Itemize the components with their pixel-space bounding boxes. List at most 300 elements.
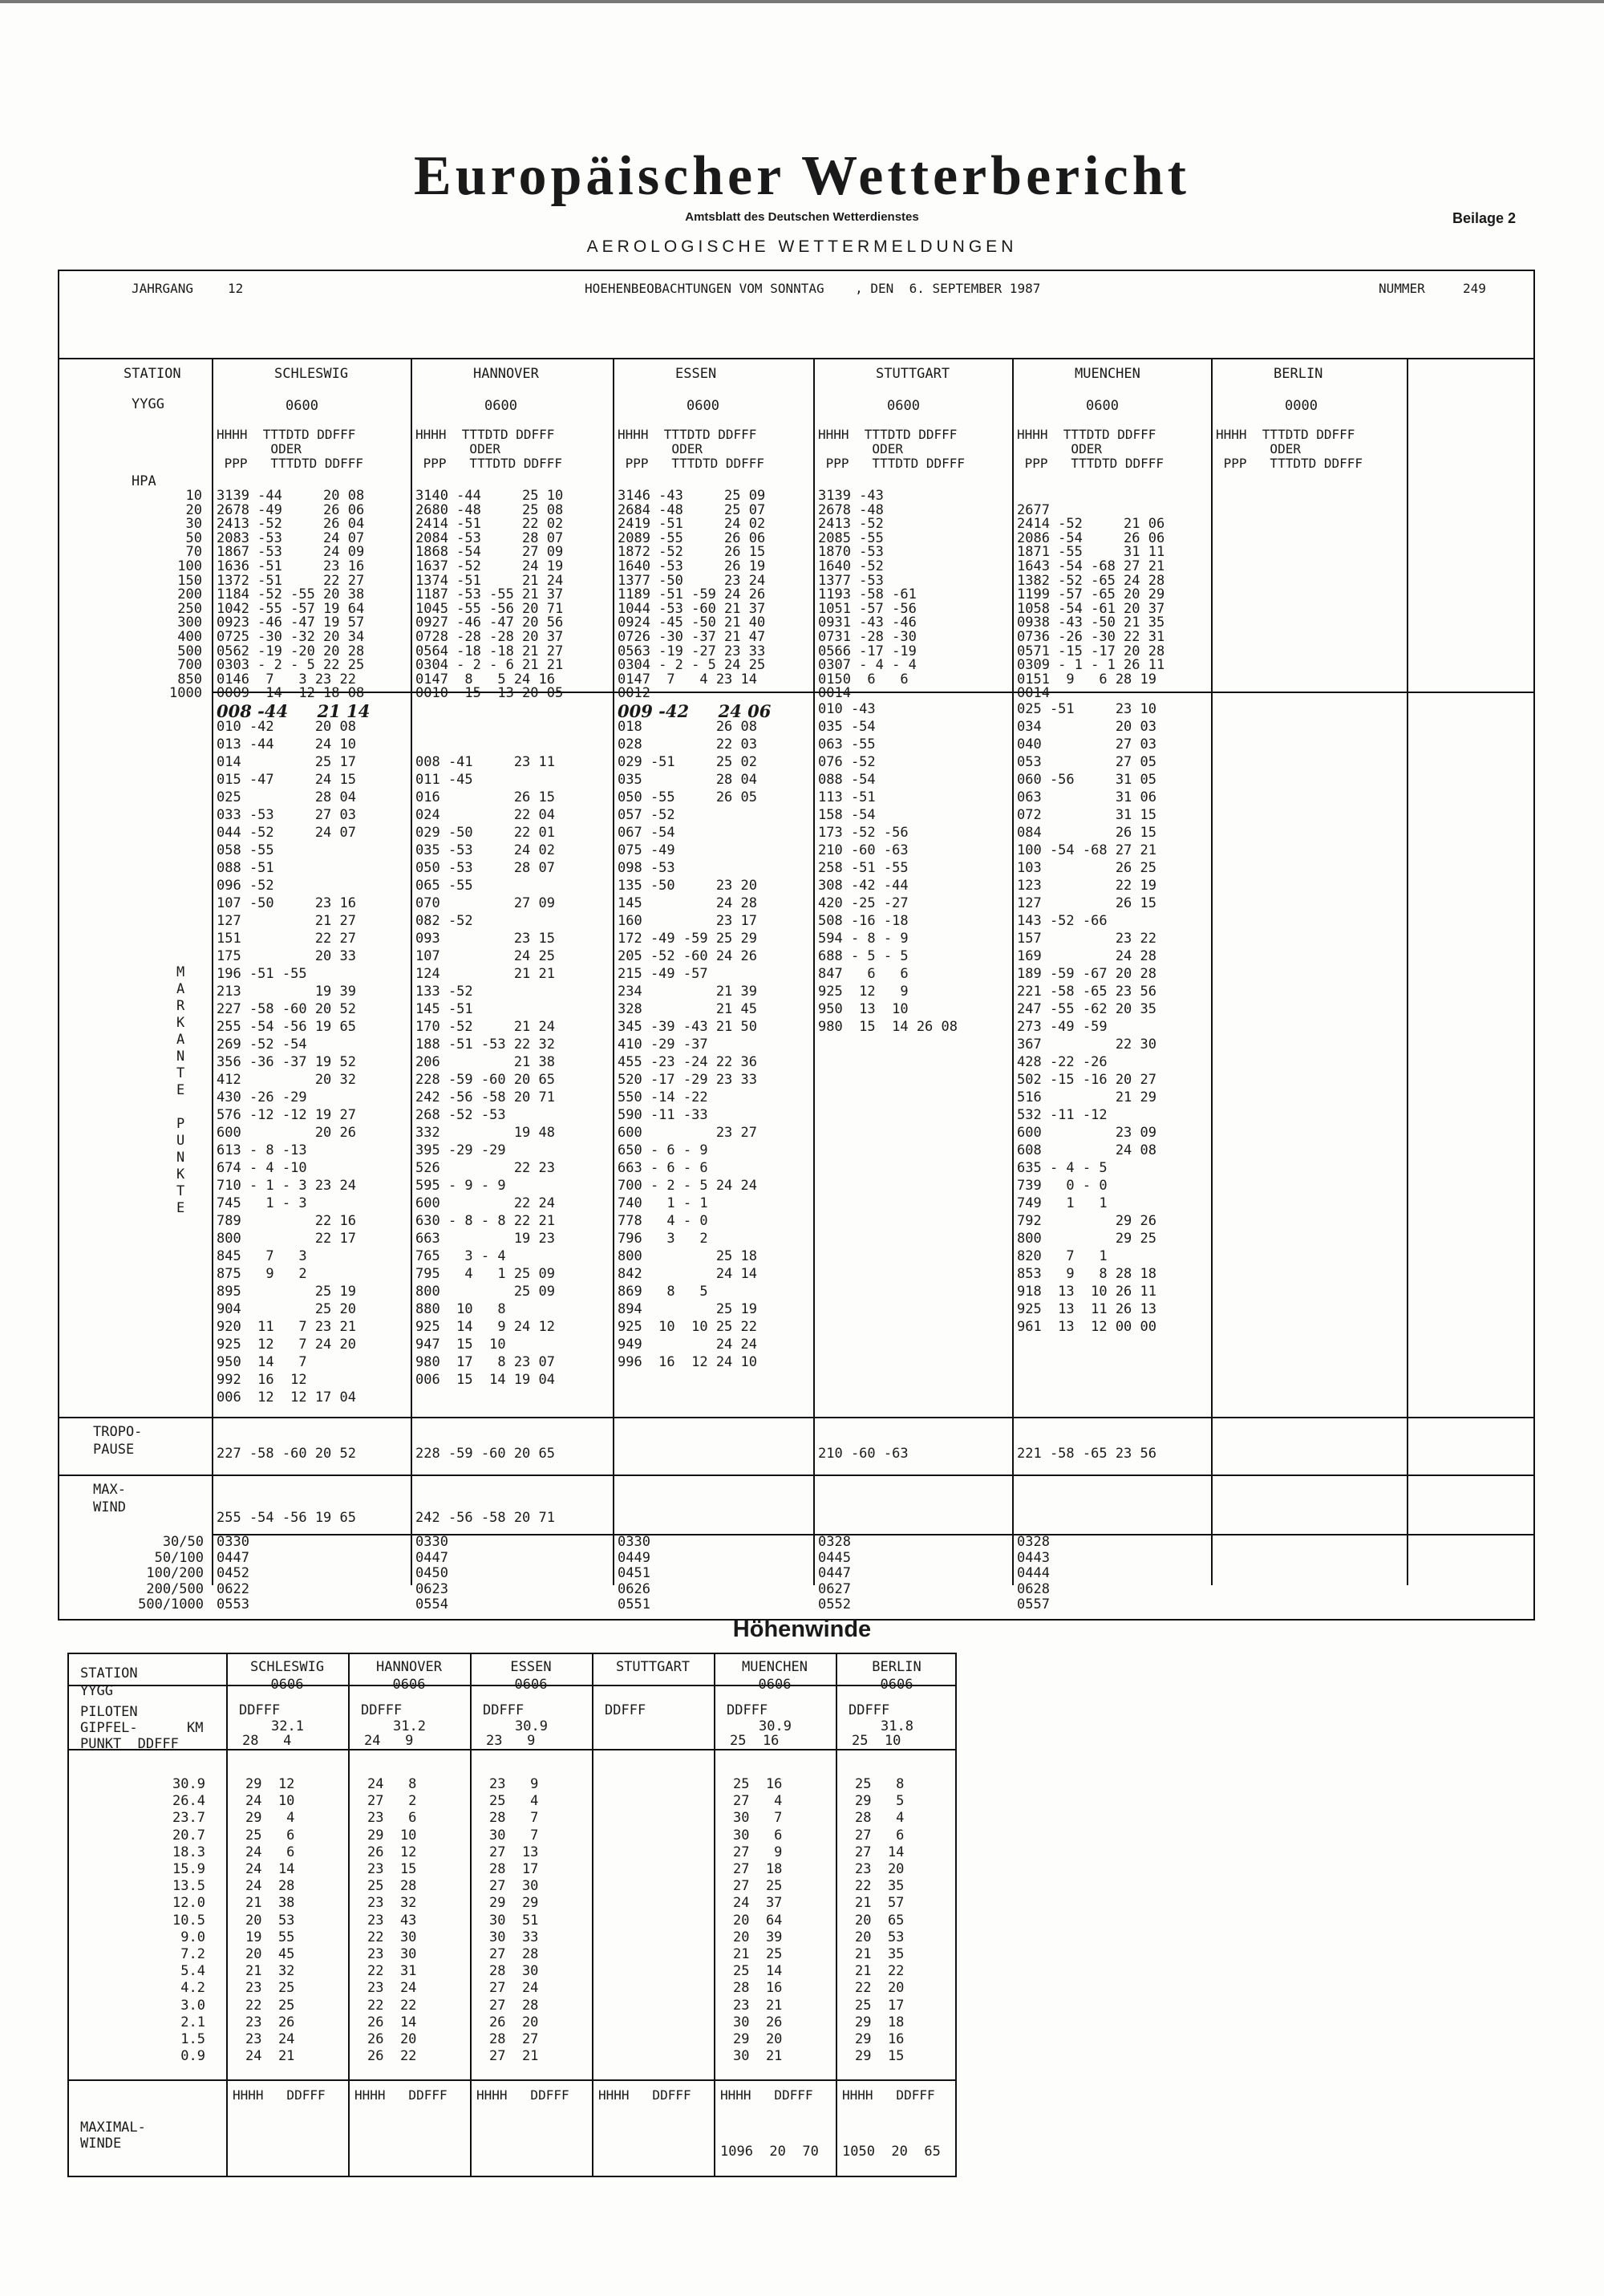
standard-level-value: 2085 -55 <box>818 529 884 546</box>
height-km: 1.5 <box>180 2031 205 2047</box>
wind-value: 22 31 <box>367 1963 417 1980</box>
significant-level-value: 247 -55 -62 20 35 <box>1017 1001 1156 1017</box>
page-subtitle: Amtsblatt des Deutschen Wetterdienstes <box>685 210 919 224</box>
pressure-level: 300 <box>177 615 202 631</box>
standard-level-value: 0571 -15 -17 20 28 <box>1017 643 1165 659</box>
standard-level-value: 3139 -44 20 08 <box>217 488 365 504</box>
significant-level-value: 025 28 04 <box>217 789 356 805</box>
wind-value: 21 38 <box>245 1895 295 1912</box>
section-title: AEROLOGISCHE WETTERMELDUNGEN <box>586 237 1018 256</box>
standard-level-value: 2677 <box>1017 501 1050 518</box>
layer-value: 0622 <box>217 1580 249 1597</box>
significant-level-value: 213 19 39 <box>217 984 356 1000</box>
top-border <box>0 0 1604 3</box>
layer-value: 0330 <box>217 1534 249 1550</box>
significant-level-value: 853 9 8 28 18 <box>1017 1266 1156 1282</box>
column-header: HHHH TTTDTD DDFFF <box>1216 427 1355 442</box>
standard-level-value: 0924 -45 -50 21 40 <box>618 615 766 631</box>
standard-level-value: 1643 -54 -68 27 21 <box>1017 558 1165 574</box>
significant-level-value: 894 25 19 <box>618 1301 757 1317</box>
significant-level-value: 410 -29 -37 <box>618 1036 708 1053</box>
column-rule <box>714 1654 715 2176</box>
markante-punkte-letter: A <box>176 1032 185 1048</box>
wind-value: 27 21 <box>489 2048 539 2065</box>
column-header: ODER <box>415 441 500 456</box>
wind-value: 24 6 <box>245 1844 295 1860</box>
height-km: 13.5 <box>172 1878 205 1895</box>
maxwind-head: HHHH DDFFF <box>598 2087 691 2103</box>
significant-level-value: 925 12 7 24 20 <box>217 1337 356 1353</box>
column-header: HHHH TTTDTD DDFFF <box>415 427 555 442</box>
layer-value: 0328 <box>1017 1534 1050 1550</box>
pilot-head: DDFFF <box>239 1702 281 1718</box>
height-km: 20.7 <box>172 1827 205 1844</box>
standard-level-value: 0304 - 2 - 6 21 21 <box>415 657 564 674</box>
wind-value: 27 30 <box>489 1878 539 1895</box>
significant-level-value: 800 22 17 <box>217 1231 356 1247</box>
maxwind-value: 255 -54 -56 19 65 <box>217 1510 356 1526</box>
pressure-level: 30 <box>185 516 202 533</box>
column-rule <box>212 358 213 1585</box>
significant-level-value: 088 -51 <box>217 860 274 876</box>
significant-level-value: 430 -26 -29 <box>217 1089 307 1105</box>
maxwind-value: 1096 20 70 <box>720 2144 819 2160</box>
significant-level-value: 188 -51 -53 22 32 <box>415 1036 555 1053</box>
significant-level-value: 420 -25 -27 <box>818 895 909 911</box>
column-rule <box>411 358 412 1585</box>
standard-level-value: 1184 -52 -55 20 38 <box>217 586 365 603</box>
significant-level-value: 308 -42 -44 <box>818 878 909 894</box>
pressure-level: 200 <box>177 586 202 603</box>
significant-level-value: 135 -50 23 20 <box>618 878 757 894</box>
wind-value: 22 35 <box>855 1878 905 1895</box>
layer-label: 200/500 <box>146 1580 204 1597</box>
standard-level-value: 0923 -46 -47 19 57 <box>217 615 365 631</box>
significant-level-value: 113 -51 <box>818 789 876 805</box>
station-name: HANNOVER <box>473 366 539 382</box>
significant-level-value: 869 8 5 <box>618 1284 708 1300</box>
layer-value: 0452 <box>217 1565 249 1581</box>
standard-level-value: 0931 -43 -46 <box>818 615 917 631</box>
column-header: PPP TTTDTD DDFFF <box>1216 456 1363 471</box>
markante-punkte-letter: E <box>176 1200 185 1216</box>
standard-level-value: 2680 -48 25 08 <box>415 501 564 518</box>
significant-level-value: 103 26 25 <box>1017 860 1156 876</box>
wind-value: 20 65 <box>855 1912 905 1929</box>
standard-level-value: 0728 -28 -28 20 37 <box>415 629 564 645</box>
wind-value: 30 7 <box>733 1810 783 1827</box>
wind-value: 25 28 <box>367 1878 417 1895</box>
significant-level-value: 058 -55 <box>217 842 274 858</box>
wind-value: 21 25 <box>733 1946 783 1962</box>
significant-level-value: 925 14 9 24 12 <box>415 1319 555 1335</box>
maxwind-head: HHHH DDFFF <box>842 2087 935 2103</box>
height-km: 12.0 <box>172 1895 205 1912</box>
standard-level-value: 1867 -53 24 09 <box>217 544 365 561</box>
wind-value: 24 8 <box>367 1776 417 1792</box>
winds-station-time: 0606 <box>514 1677 548 1693</box>
significant-level-value: 980 15 14 26 08 <box>818 1019 958 1035</box>
column-header: HHHH TTTDTD DDFFF <box>618 427 757 442</box>
significant-level-value: 013 -44 24 10 <box>217 736 356 752</box>
wind-value: 20 64 <box>733 1912 783 1929</box>
standard-level-value: 0014 <box>1017 685 1050 702</box>
pilot-head: DDFFF <box>605 1702 646 1718</box>
standard-level-value: 1640 -53 26 19 <box>618 558 766 574</box>
pressure-level: 20 <box>185 501 202 518</box>
layer-value: 0553 <box>217 1596 249 1612</box>
significant-level-value: 508 -16 -18 <box>818 913 909 929</box>
wind-value: 29 5 <box>855 1793 905 1810</box>
significant-level-value: 590 -11 -33 <box>618 1107 708 1123</box>
header-rule <box>59 358 1533 359</box>
significant-level-value: 650 - 6 - 9 <box>618 1142 708 1158</box>
markante-punkte-letter: U <box>176 1133 185 1149</box>
wind-value: 25 17 <box>855 1997 905 2014</box>
significant-level-value: 800 25 18 <box>618 1248 757 1264</box>
hpa-label: HPA <box>132 473 156 489</box>
significant-level-value: 014 25 17 <box>217 754 356 770</box>
page-title: Europäischer Wetterbericht <box>414 145 1190 207</box>
wind-value: 29 4 <box>245 1810 295 1827</box>
standard-level-value: 2413 -52 26 04 <box>217 516 365 533</box>
wind-value: 23 25 <box>245 1980 295 1997</box>
significant-level-value: 015 -47 24 15 <box>217 772 356 788</box>
standard-level-value: 0725 -30 -32 20 34 <box>217 629 365 645</box>
wind-value: 23 43 <box>367 1912 417 1929</box>
significant-level-value: 918 13 10 26 11 <box>1017 1284 1156 1300</box>
standard-level-value: 2084 -53 28 07 <box>415 529 564 546</box>
significant-level-value: 778 4 - 0 <box>618 1213 708 1229</box>
winds-station-time: 0606 <box>758 1677 792 1693</box>
significant-level-value: 158 -54 <box>818 807 876 823</box>
station-name: STUTTGART <box>876 366 950 382</box>
significant-level-value: 739 0 - 0 <box>1017 1178 1108 1194</box>
wind-value: 26 14 <box>367 2014 417 2030</box>
significant-level-value: 520 -17 -29 23 33 <box>618 1072 757 1088</box>
significant-level-value: 025 -51 23 10 <box>1017 701 1156 717</box>
wind-value: 27 28 <box>489 1997 539 2014</box>
aerological-table <box>58 270 1535 1621</box>
layer-value: 0554 <box>415 1596 448 1612</box>
pressure-level: 850 <box>177 671 202 688</box>
standard-level-value: 0014 <box>818 685 851 702</box>
standard-level-value: 3140 -44 25 10 <box>415 488 564 504</box>
significant-level-value: 269 -52 -54 <box>217 1036 307 1053</box>
wind-value: 30 33 <box>489 1929 539 1945</box>
significant-level-value: 006 12 12 17 04 <box>217 1389 356 1406</box>
significant-level-value: 227 -58 -60 20 52 <box>217 1001 356 1017</box>
column-rule <box>813 358 815 1585</box>
significant-level-value: 674 - 4 -10 <box>217 1160 307 1176</box>
standard-level-value: 2414 -51 22 02 <box>415 516 564 533</box>
significant-level-value: 845 7 3 <box>217 1248 307 1264</box>
wind-value: 23 9 <box>489 1776 539 1792</box>
column-rule <box>1407 358 1408 1585</box>
layer-value: 0628 <box>1017 1580 1050 1597</box>
significant-level-value: 273 -49 -59 <box>1017 1019 1108 1035</box>
significant-level-value: 550 -14 -22 <box>618 1089 708 1105</box>
wind-value: 20 53 <box>855 1929 905 1945</box>
column-header: PPP TTTDTD DDFFF <box>1017 456 1165 471</box>
wind-value: 27 13 <box>489 1844 539 1860</box>
pressure-level: 400 <box>177 629 202 645</box>
column-rule <box>592 1654 593 2176</box>
supplement-label: Beilage 2 <box>1452 210 1516 226</box>
significant-level-value: 949 24 24 <box>618 1337 757 1353</box>
significant-level-value: 093 23 15 <box>415 931 555 947</box>
significant-level-value: 123 22 19 <box>1017 878 1156 894</box>
significant-level-value: 063 31 06 <box>1017 789 1156 805</box>
standard-level-value: 1640 -52 <box>818 558 884 574</box>
significant-level-value: 210 -60 -63 <box>818 842 909 858</box>
markante-punkte-letter: R <box>176 998 185 1014</box>
column-rule <box>613 358 614 1585</box>
height-km: 15.9 <box>172 1861 205 1877</box>
layer-value: 0557 <box>1017 1596 1050 1612</box>
significant-level-value: 740 1 - 1 <box>618 1195 708 1211</box>
standard-level-value: 0010 15 13 20 05 <box>415 685 564 702</box>
winds-table <box>67 1653 957 2177</box>
wind-value: 29 29 <box>489 1895 539 1912</box>
wind-value: 26 12 <box>367 1844 417 1860</box>
maxwind-head: HHHH DDFFF <box>233 2087 326 2103</box>
significant-level-value: 242 -56 -58 20 71 <box>415 1089 555 1105</box>
pilot-top: 25 16 <box>730 1733 780 1749</box>
height-km: 26.4 <box>172 1793 205 1810</box>
pilot-km: 30.9 <box>759 1718 792 1734</box>
markante-punkte-letter: N <box>176 1150 185 1166</box>
significant-level-value: 345 -39 -43 21 50 <box>618 1019 757 1035</box>
significant-level-value: 796 3 2 <box>618 1231 708 1247</box>
winds-station-time: 0606 <box>392 1677 426 1693</box>
tropopause-value: 227 -58 -60 20 52 <box>217 1446 356 1462</box>
significant-level-value: 925 10 10 25 22 <box>618 1319 757 1335</box>
column-header: HHHH TTTDTD DDFFF <box>1017 427 1156 442</box>
significant-level-value: 765 3 - 4 <box>415 1248 506 1264</box>
column-header: HHHH TTTDTD DDFFF <box>818 427 958 442</box>
tropopause-value: 210 -60 -63 <box>818 1446 909 1462</box>
standard-level-value: 1044 -53 -60 21 37 <box>618 600 766 617</box>
pilot-head: DDFFF <box>727 1702 768 1718</box>
wind-value: 23 15 <box>367 1861 417 1877</box>
station-time: 0000 <box>1285 398 1318 414</box>
standard-level-value: 2678 -49 26 06 <box>217 501 365 518</box>
pressure-level: 1000 <box>169 685 202 702</box>
standard-level-value: 2089 -55 26 06 <box>618 529 766 546</box>
winds-station-time: 0606 <box>270 1677 304 1693</box>
standard-level-value: 1382 -52 -65 24 28 <box>1017 572 1165 589</box>
pressure-level: 700 <box>177 657 202 674</box>
standard-level-value: 0562 -19 -20 20 28 <box>217 643 365 659</box>
layer-value: 0444 <box>1017 1565 1050 1581</box>
significant-level-value: 842 24 14 <box>618 1266 757 1282</box>
significant-level-value: 950 13 10 <box>818 1001 909 1017</box>
significant-level-value: 050 -53 28 07 <box>415 860 555 876</box>
winds-yygg-label: YYGG <box>80 1683 113 1699</box>
maxwind-head: HHHH DDFFF <box>354 2087 448 2103</box>
standard-level-value: 2684 -48 25 07 <box>618 501 766 518</box>
significant-level-value: 663 - 6 - 6 <box>618 1160 708 1176</box>
height-km: 23.7 <box>172 1810 205 1827</box>
wind-value: 27 24 <box>489 1980 539 1997</box>
significant-level-value: 526 22 23 <box>415 1160 555 1176</box>
significant-level-value: 096 -52 <box>217 878 274 894</box>
winds-station-name: BERLIN <box>872 1659 921 1675</box>
significant-level-value: 107 24 25 <box>415 948 555 964</box>
wind-value: 27 18 <box>733 1861 783 1877</box>
wind-value: 20 53 <box>245 1912 295 1929</box>
wind-value: 28 7 <box>489 1810 539 1827</box>
wind-value: 23 6 <box>367 1810 417 1827</box>
wind-value: 28 17 <box>489 1861 539 1877</box>
layer-label: 30/50 <box>162 1534 204 1550</box>
wind-value: 30 6 <box>733 1827 783 1844</box>
significant-level-value: 600 23 27 <box>618 1125 757 1141</box>
height-km: 30.9 <box>172 1776 205 1792</box>
wind-value: 25 6 <box>245 1827 295 1844</box>
markante-punkte-letter: A <box>176 981 185 997</box>
wind-value: 23 26 <box>245 2014 295 2030</box>
significant-level-value: 980 17 8 23 07 <box>415 1354 555 1370</box>
wind-value: 30 51 <box>489 1912 539 1929</box>
height-km: 9.0 <box>180 1929 205 1945</box>
wind-value: 23 21 <box>733 1997 783 2014</box>
significant-level-value: 067 -54 <box>618 825 675 841</box>
winds-station-label: STATION <box>80 1665 138 1681</box>
wind-value: 30 21 <box>733 2048 783 2065</box>
wind-value: 25 4 <box>489 1793 539 1810</box>
significant-level-value: 189 -59 -67 20 28 <box>1017 966 1156 982</box>
wind-value: 29 10 <box>367 1827 417 1844</box>
layer-value: 0626 <box>618 1580 650 1597</box>
wind-value: 28 16 <box>733 1980 783 1997</box>
significant-level-value: 234 21 39 <box>618 984 757 1000</box>
tropopause-value: 228 -59 -60 20 65 <box>415 1446 555 1462</box>
wind-value: 28 27 <box>489 2031 539 2047</box>
layer-value: 0330 <box>415 1534 448 1550</box>
significant-level-value: 029 -51 25 02 <box>618 754 757 770</box>
standard-level-value: 1045 -55 -56 20 71 <box>415 600 564 617</box>
standard-level-value: 1870 -53 <box>818 544 884 561</box>
column-rule <box>836 1654 837 2176</box>
column-rule <box>1012 358 1014 1585</box>
standard-level-value: 1193 -58 -61 <box>818 586 917 603</box>
significant-level-value: 268 -52 -53 <box>415 1107 506 1123</box>
pilot-km: 32.1 <box>271 1718 304 1734</box>
significant-level-value: 215 -49 -57 <box>618 966 708 982</box>
layer-value: 0445 <box>818 1549 851 1566</box>
significant-level-value: 595 - 9 - 9 <box>415 1178 506 1194</box>
significant-level-value: 920 11 7 23 21 <box>217 1319 356 1335</box>
pilot-km: 31.8 <box>881 1718 913 1734</box>
station-time: 0600 <box>887 398 920 414</box>
wind-value: 26 20 <box>489 2014 539 2030</box>
pilot-top: 25 10 <box>852 1733 901 1749</box>
significant-level-value: 151 22 27 <box>217 931 356 947</box>
pilot-km: 31.2 <box>393 1718 426 1734</box>
significant-level-value: 169 24 28 <box>1017 948 1156 964</box>
height-km: 2.1 <box>180 2014 205 2030</box>
standard-level-value: 1051 -57 -56 <box>818 600 917 617</box>
column-header: PPP TTTDTD DDFFF <box>217 456 364 471</box>
wind-value: 21 32 <box>245 1963 295 1980</box>
pilot-head: DDFFF <box>849 1702 890 1718</box>
standard-level-value: 1377 -50 23 24 <box>618 572 766 589</box>
winds-station-name: SCHLESWIG <box>249 1659 325 1675</box>
column-header: ODER <box>618 441 703 456</box>
column-rule <box>226 1654 228 2176</box>
pilot-head: DDFFF <box>361 1702 403 1718</box>
station-name: SCHLESWIG <box>274 366 349 382</box>
significant-level-value: 228 -59 -60 20 65 <box>415 1072 555 1088</box>
significant-level-value: 688 - 5 - 5 <box>818 948 909 964</box>
markante-punkte-letter: K <box>176 1166 185 1182</box>
significant-level-value: 040 27 03 <box>1017 736 1156 752</box>
wind-value: 24 37 <box>733 1895 783 1912</box>
standard-level-value: 1868 -54 27 09 <box>415 544 564 561</box>
wind-value: 27 28 <box>489 1946 539 1962</box>
significant-level-value: 880 10 8 <box>415 1301 506 1317</box>
significant-level-value: 996 16 12 24 10 <box>618 1354 757 1370</box>
significant-level-value: 516 21 29 <box>1017 1089 1156 1105</box>
standard-level-value: 1189 -51 -59 24 26 <box>618 586 766 603</box>
standard-level-value: 1187 -53 -55 21 37 <box>415 586 564 603</box>
significant-level-value: 008 -41 23 11 <box>415 754 555 770</box>
significant-level-value: 160 23 17 <box>618 913 757 929</box>
year-label: JAHRGANG <box>132 281 194 296</box>
standard-level-value: 2414 -52 21 06 <box>1017 516 1165 533</box>
significant-level-value: 663 19 23 <box>415 1231 555 1247</box>
significant-level-value: 635 - 4 - 5 <box>1017 1160 1108 1176</box>
pilot-top: 28 4 <box>242 1733 292 1749</box>
significant-level-value: 133 -52 <box>415 984 473 1000</box>
significant-level-value: 904 25 20 <box>217 1301 356 1317</box>
significant-rule <box>59 1417 1533 1418</box>
height-km: 5.4 <box>180 1963 205 1980</box>
layer-value: 0330 <box>618 1534 650 1550</box>
column-header: PPP TTTDTD DDFFF <box>618 456 765 471</box>
significant-level-value: 925 12 9 <box>818 984 909 1000</box>
height-km: 10.5 <box>172 1912 205 1929</box>
maxwind-head: HHHH DDFFF <box>720 2087 813 2103</box>
significant-level-value: 455 -23 -24 22 36 <box>618 1054 757 1070</box>
standard-level-value: 3139 -43 <box>818 488 884 504</box>
significant-level-value: 356 -36 -37 19 52 <box>217 1054 356 1070</box>
layer-value: 0443 <box>1017 1549 1050 1566</box>
layer-value: 0551 <box>618 1596 650 1612</box>
station-time: 0600 <box>484 398 517 414</box>
significant-level-value: 820 7 1 <box>1017 1248 1108 1264</box>
year-value: 12 <box>228 281 244 296</box>
tropopause-rule <box>59 1475 1533 1476</box>
maxwind-value: 242 -56 -58 20 71 <box>415 1510 555 1526</box>
standard-level-value: 0563 -19 -27 23 33 <box>618 643 766 659</box>
wind-value: 23 24 <box>367 1980 417 1997</box>
maxwind-label: MAX- WIND <box>93 1482 126 1515</box>
column-rule <box>348 1654 350 2176</box>
column-header: ODER <box>818 441 903 456</box>
significant-level-value: 992 16 12 <box>217 1372 307 1388</box>
wind-value: 24 14 <box>245 1861 295 1877</box>
wind-value: 21 35 <box>855 1946 905 1962</box>
significant-level-value: 205 -52 -60 24 26 <box>618 948 757 964</box>
pressure-level: 250 <box>177 600 202 617</box>
wind-value: 25 8 <box>855 1776 905 1792</box>
significant-level-value: 063 -55 <box>818 736 876 752</box>
wind-value: 20 39 <box>733 1929 783 1945</box>
column-rule <box>1211 358 1213 1585</box>
